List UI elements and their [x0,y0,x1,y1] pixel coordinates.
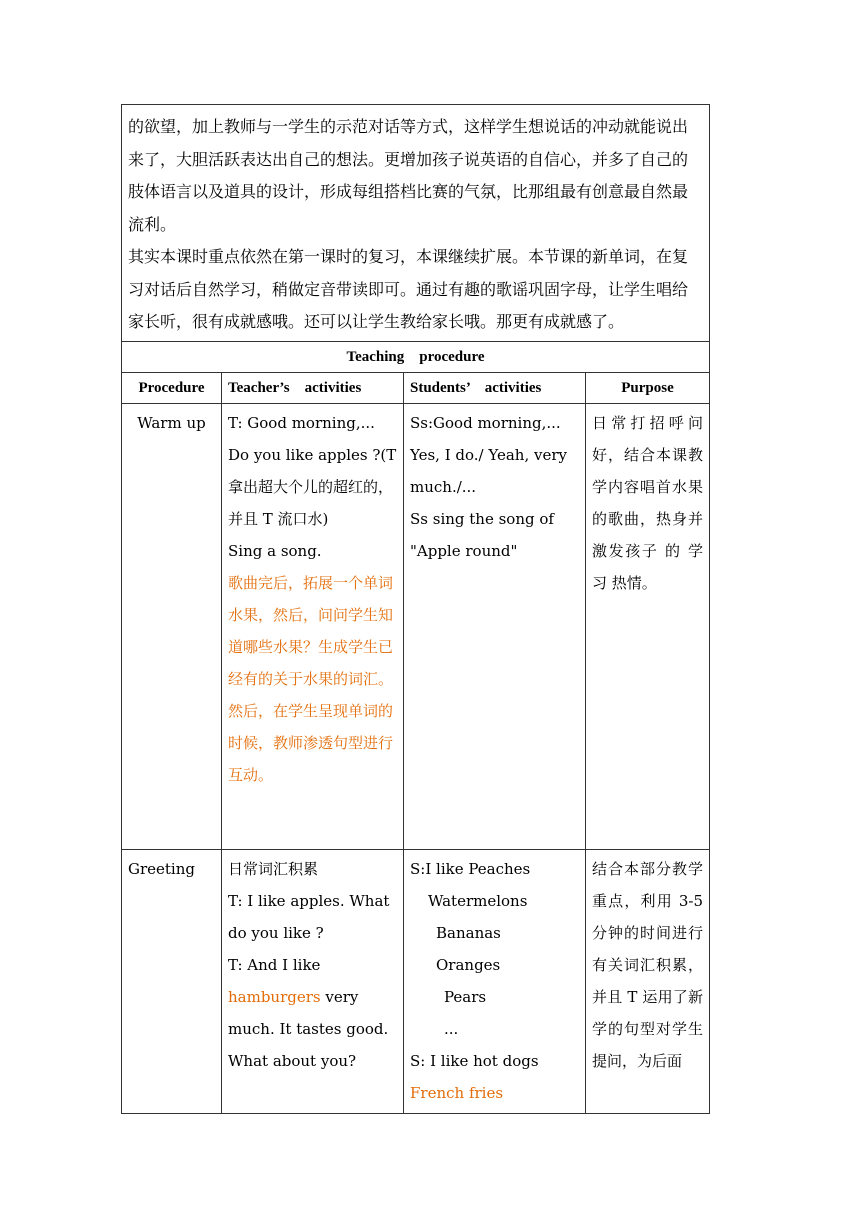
lesson-table [121,104,710,1114]
students-line: S: I like hot dogs [410,1051,539,1070]
students-line: Watermelons [428,891,528,910]
students-line: Bananas [436,923,501,942]
purpose-cell: 结合本部分教学重点，利用 3-5 分钟的时间进行有关词汇积累，并且 T 运用了新学的句型对学生提问，为后面 [586,849,710,1113]
table-title: Teaching procedure [122,341,710,372]
header-procedure: Procedure [122,372,222,403]
teacher-line-rest: very much. It tastes good. What about you? [228,987,389,1070]
teacher-note: 歌曲完后，拓展一个单词水果，然后，问问学生知道哪些水果？生成学生已经有的关于水果的词汇。然后，在学生呈现单词的时候，教师渗透句型进行互动。 [228,573,394,784]
intro-paragraph-1: 的欲望，加上教师与一学生的示范对话等方式，这样学生想说话的冲动就能说出来了，大胆活跃表达出自己的想法。更增加孩子说英语的自信心，并多了自己的肢体语言以及道具的设计，形成每组搭档比赛的气氛，比那组最有创意最自然最流利。 [128,117,689,234]
teacher-line: Sing a song. [228,541,322,560]
students-line: Ss sing the song of "Apple round" [410,509,554,560]
teacher-line [228,949,397,1077]
intro-paragraph-2: 其实本课时重点依然在第一课时的复习，本课继续扩展。本节课的新单词，在复习对话后自然学习，稍做定音带读即可。通过有趣的歌谣巩固字母，让学生唱给家长听，很有成就感哦。还可以让学生教给家长哦。那更有成就感了。 [128,247,689,331]
teacher-line: T: Good morning,... [228,413,375,432]
intro-row [122,105,710,342]
highlight-word: hamburgers [228,987,321,1006]
students-line: ... [444,1019,459,1038]
students-line: Oranges [436,955,501,974]
purpose-cell: 日常打招呼问好，结合本课教学内容唱首水果的歌曲，热身并激发孩子 的 学 习 热情。 [586,403,710,849]
header-purpose: Purpose [586,372,710,403]
header-students: Students’ activities [404,372,586,403]
teacher-line: T: I like apples. What do you like ? [228,891,390,942]
students-cell [404,403,586,849]
students-line: Yes, I do./ Yeah, very much./... [410,445,567,496]
students-line: Ss:Good morning,... [410,413,561,432]
students-line: S:I like Peaches [410,859,531,878]
table-row [122,403,710,849]
teacher-line: 日常词汇积累 [228,859,319,878]
teacher-line-start: T: And I like [228,955,321,974]
header-teacher: Teacher’s activities [222,372,404,403]
document-page [121,104,709,1114]
students-line-highlight: French fries [410,1083,504,1102]
title-row [122,341,710,372]
students-cell [404,849,586,1113]
students-line: Pears [444,987,487,1006]
procedure-cell: Greeting [122,849,222,1113]
teacher-cell [222,403,404,849]
procedure-cell: Warm up [122,403,222,849]
header-row [122,372,710,403]
table-row [122,849,710,1113]
teacher-cell [222,849,404,1113]
teacher-line: Do you like apples ?(T 拿出超大个儿的超红的，并且 T 流口水) [228,445,397,528]
intro-cell [122,105,710,342]
